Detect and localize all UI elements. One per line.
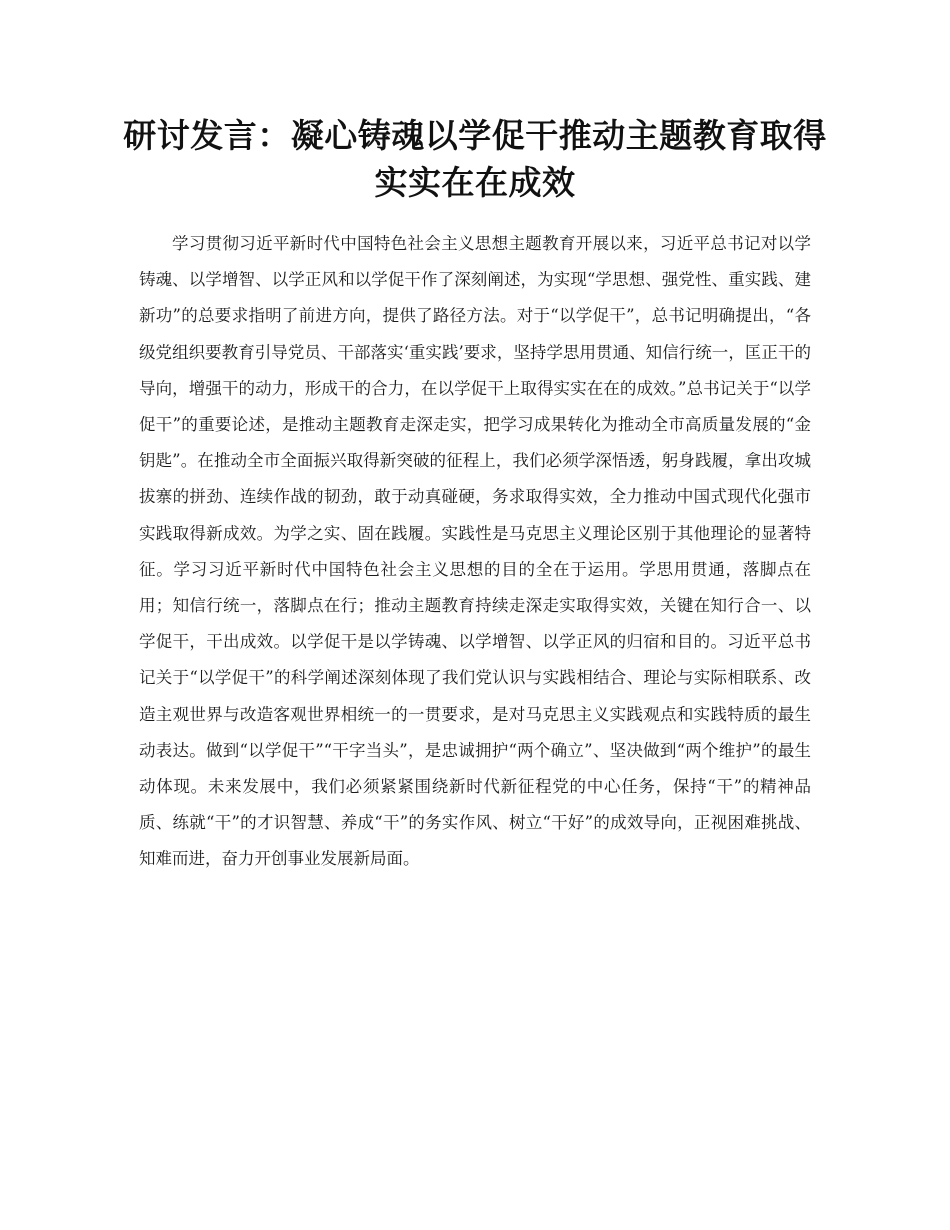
document-title: 研讨发言：凝心铸魂以学促干推动主题教育取得实实在在成效 bbox=[123, 116, 827, 202]
body-paragraph: 学习贯彻习近平新时代中国特色社会主义思想主题教育开展以来，习近平总书记对以学铸魂、以学增智、以学正风和以学促干作了深刻阐述，为实现“学思想、强党性、重实践、建新功”的总要求指明了前进方向，提供了路径方法。对于“以学促干”，总书记明确提出，“各级党组织要教育引导党员、干部落实‘重实践’要求，坚持学思用贯通、知信行统一，匡正干的导向，增强干的动力，形成干的合力，在以学促干上取得实实在在的成效。”总书记关于“以学促干”的重要论述，是推动主题教育走深走实，把学习成果转化为推动全市高质量发展的“金钥匙”。在推动全市全面振兴取得新突破的征程上，我们必须学深悟透，躬身践履，拿出攻城拔寨的拼劲、连续作战的韧劲，敢于动真碰硬，务求取得实效，全力推动中国式现代化强市实践取得新成效。为学之实、固在践履。实践性是马克思主义理论区别于其他理论的显著特征。学习习近平新时代中国特色社会主义思想的目的全在于运用。学思用贯通，落脚点在用；知信行统一，落脚点在行；推动主题教育持续走深走实取得实效，关键在知行合一、以学促干，干出成效。以学促干是以学铸魂、以学增智、以学正风的归宿和目的。习近平总书记关于“以学促干”的科学阐述深刻体现了我们党认识与实践相结合、理论与实际相联系、改造主观世界与改造客观世界相统一的一贯要求，是对马克思主义实践观点和实践特质的最生动表达。做到“以学促干”“干字当头”，是忠诚拥护“两个确立”、坚决做到“两个维护”的最生动体现。未来发展中，我们必须紧紧围绕新时代新征程党的中心任务，保持“干”的精神品质、练就“干”的才识智慧、养成“干”的务实作风、树立“干好”的成效导向，正视困难挑战、知难而进，奋力开创事业发展新局面。 bbox=[139, 234, 811, 869]
